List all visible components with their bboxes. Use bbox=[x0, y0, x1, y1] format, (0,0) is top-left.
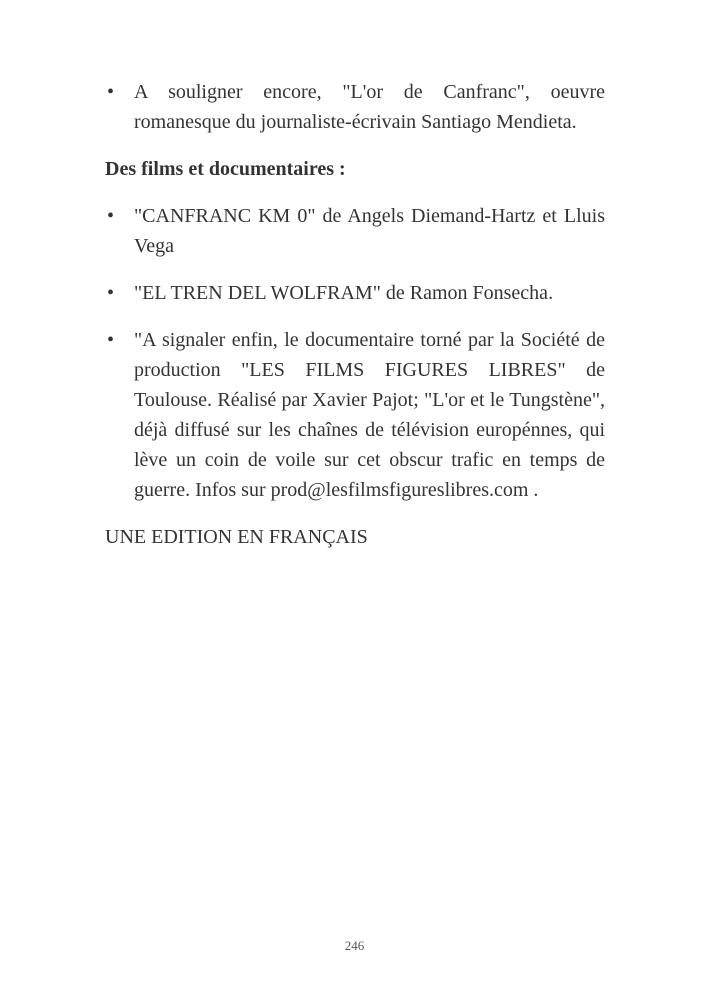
page-number: 246 bbox=[344, 938, 365, 953]
list-item bbox=[105, 77, 605, 137]
page-content bbox=[105, 77, 605, 552]
bullet-icon: • bbox=[107, 282, 115, 304]
list-item bbox=[105, 201, 605, 261]
bullet-icon: • bbox=[107, 81, 115, 103]
list-item-text: "A signaler enfin, le documentaire torné par la Société de production "LES FILMS FIGURES LIBRES" de Toulouse. Réalisé par Xavier Pajot; "L'or et le Tungstène", déjà diffusé sur les chaînes de télévision europénnes, qui lève un coin de voile sur cet obscur trafic en temps de guerre. Infos sur prod@lesfilmsfigureslibres.com . bbox=[134, 329, 605, 501]
closing-line: UNE EDITION EN FRANÇAIS bbox=[105, 526, 368, 548]
list-item-text: "EL TREN DEL WOLFRAM" de Ramon Fonsecha. bbox=[134, 282, 554, 304]
list-item bbox=[105, 325, 605, 505]
list-item-text: A souligner encore, "L'or de Canfranc", oeuvre romanesque du journaliste-écrivain Santiago Mendieta. bbox=[134, 81, 605, 133]
bullet-icon: • bbox=[107, 205, 115, 227]
list-item bbox=[105, 278, 605, 308]
list-item-text: "CANFRANC KM 0" de Angels Diemand-Hartz et Lluis Vega bbox=[134, 205, 605, 257]
section-heading: Des films et documentaires : bbox=[105, 158, 346, 180]
bullet-icon: • bbox=[107, 329, 115, 351]
